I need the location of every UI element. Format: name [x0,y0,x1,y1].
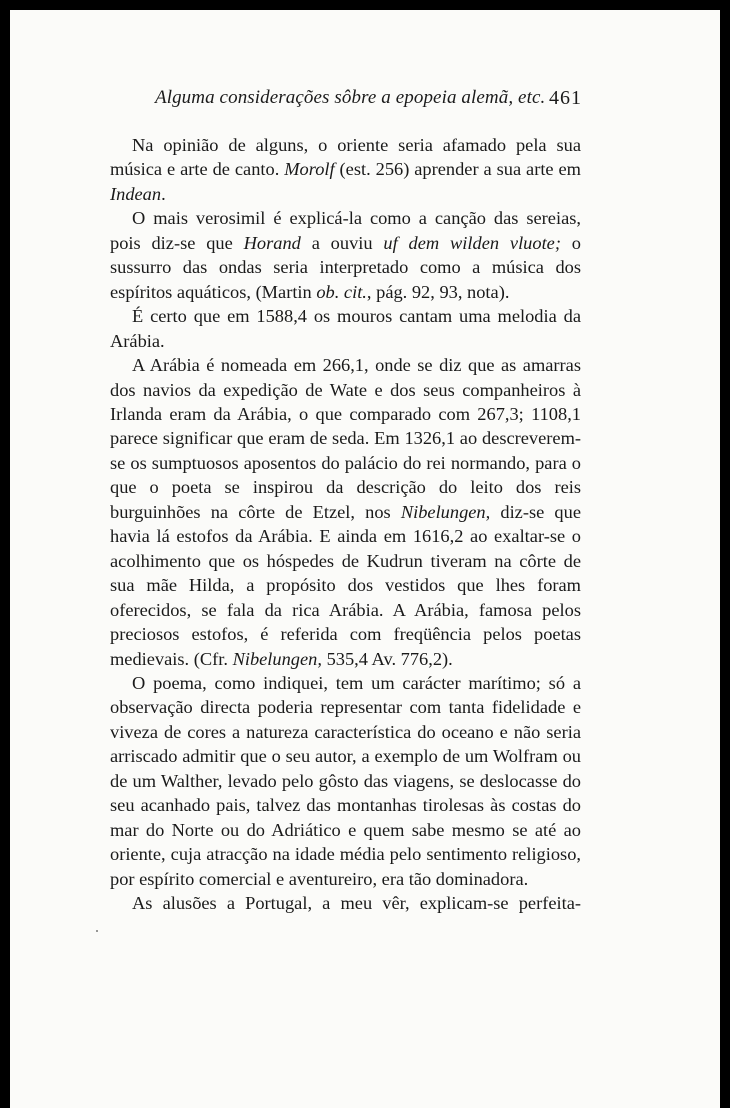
body-text [110,133,581,916]
paragraph-6: As alusões a Portugal, a meu vêr, explicam-se perfeita- [132,893,581,914]
page-header [120,83,582,123]
running-title: Alguma considerações sôbre a epopeia alemã, etc. [155,87,546,108]
paragraph-1: Na opinião de alguns, o oriente seria afamado pela sua música e arte de canto. Morolf (est. 256) aprender a sua arte em Indean. [110,135,581,204]
paragraph-3: É certo que em 1588,4 os mouros cantam uma melodia da Arábia. [110,306,581,351]
paragraph-4: A Arábia é nomeada em 266,1, onde se diz que as amarras dos navios da expedição de Wate e dos seus companheiros à Irlanda eram da Arábia, o que comparado com 267,3; 1108,1 parece significar que eram de seda. Em 1326,1 ao descreverem-se os sumptuosos aposentos do palácio do rei normando, para o que o poeta se inspirou da descrição do leito dos reis burguinhões na côrte de Etzel, nos Nibelungen, diz-se que havia lá estofos da Arábia. E ainda em 1616,2 ao exaltar-se o acolhimento que os hóspedes de Kudrun tiveram na côrte de sua mãe Hilda, a propósito dos vestidos que lhes foram oferecidos, se fala da rica Arábia. A Arábia, famosa pelos preciosos estofos, é referida com freqüência pelos poetas medievais. (Cfr. Nibelungen, 535,4 Av. 776,2). [110,355,581,669]
book-page [10,10,720,1108]
paragraph-2: O mais verosimil é explicá-la como a canção das sereias, pois diz-se que Horand a ouviu uf dem wilden vluote; o sussurro das ondas seria interpretado como a música dos espíritos aquáticos, (Martin ob. cit., pág. 92, 93, nota). [110,208,581,302]
margin-speck [96,930,98,932]
page-number: 461 [549,87,582,109]
paragraph-5: O poema, como indiquei, tem um carácter marítimo; só a observação directa poderia representar com tanta fidelidade e viveza de cores a natureza característica do oceano e não seria arriscado admitir que o seu autor, a exemplo de um Wolfram ou de um Walther, levado pelo gôsto das viagens, se deslocasse do seu acanhado pais, talvez das montanhas tirolesas às costas do mar do Norte ou do Adriático e quem sabe mesmo se até ao oriente, cuja atracção na idade média pelo sentimento religioso, por espírito comercial e aventureiro, era tão dominadora. [110,672,581,889]
